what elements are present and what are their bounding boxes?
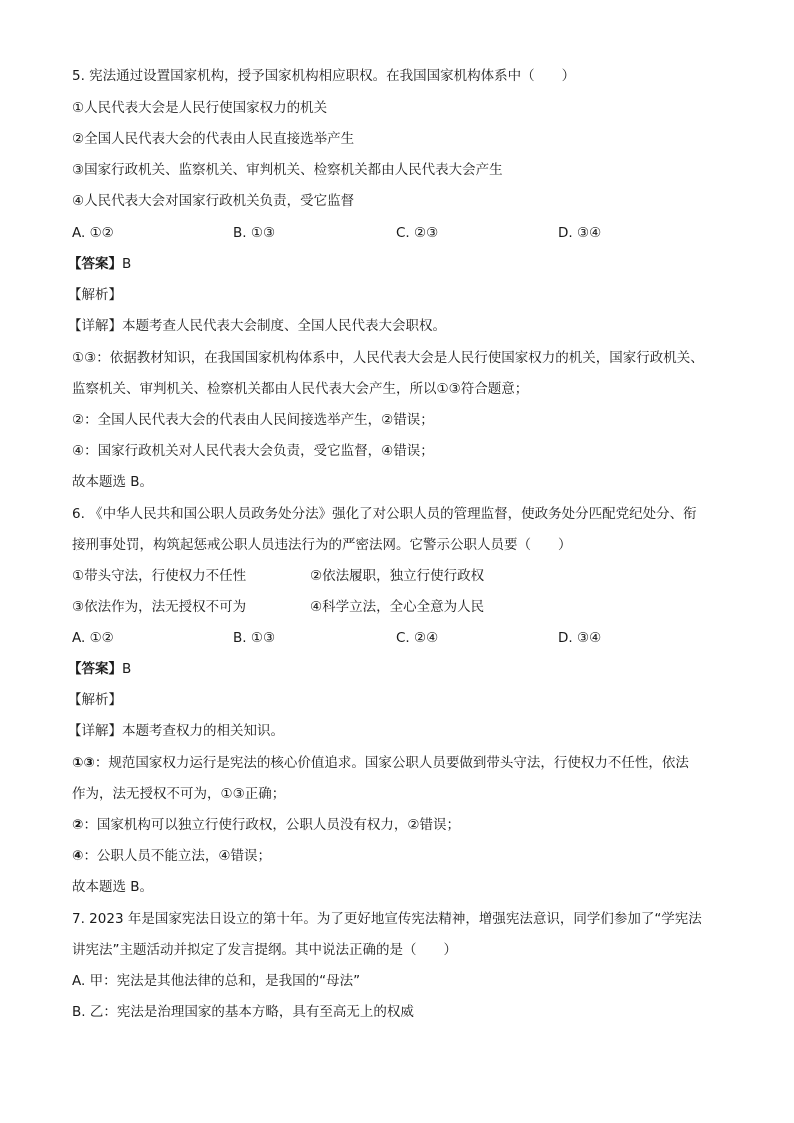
q6-detail xyxy=(68,722,284,740)
q6-item-3: ③依法作为，法无授权不可为 xyxy=(72,599,247,615)
q5-option-c: C. ②③ xyxy=(396,225,439,241)
q6-stem-2: 接刑事处罚，构筑起惩戒公职人员违法行为的严密法网。它警示公职人员要（ ） xyxy=(72,537,572,553)
q7-stem-1: 7. 2023 年是国家宪法日设立的第十年。为了更好地宣传宪法精神，增强宪法意识，同学们参加了“学宪法 xyxy=(72,911,702,927)
q6-answer xyxy=(68,660,131,678)
explain-text: 故本题选 B。 xyxy=(72,879,154,895)
q6-stem-1: 6. 《中华人民共和国公职人员政务处分法》强化了对公职人员的管理监督，使政务处分匹配党纪处分、衔 xyxy=(72,506,697,522)
explain-mark: ④ xyxy=(72,848,84,864)
detail-tag: 【详解】 xyxy=(68,723,122,739)
q6-analysis-tag: 【解析】 xyxy=(68,692,122,708)
q5-answer xyxy=(68,255,131,273)
q5-conclusion: 故本题选 B。 xyxy=(72,474,154,490)
q6-item-1: ①带头守法，行使权力不任性 xyxy=(72,568,247,584)
answer-value: B xyxy=(122,661,132,677)
q6-explain-2 xyxy=(72,785,285,803)
q5-stem: 5. 宪法通过设置国家机构，授予国家机构相应职权。在我国国家机构体系中（ ） xyxy=(72,68,576,84)
q6-explain-4 xyxy=(72,847,271,865)
q6-conclusion xyxy=(72,878,153,896)
explain-text: ：公职人员不能立法，④错误； xyxy=(83,848,272,864)
explain-text: ：规范国家权力运行是宪法的核心价值追求。国家公职人员要做到带头守法，行使权力不任性，依法 xyxy=(94,755,689,771)
detail-text: 本题考查权力的相关知识。 xyxy=(122,723,284,739)
q6-explain-3 xyxy=(72,816,460,834)
q7-stem-2: 讲宪法”主题活动并拟定了发言提纲。其中说法正确的是（ ） xyxy=(72,942,457,958)
q6-option-b: B. ①③ xyxy=(233,630,276,646)
answer-value: B xyxy=(122,256,132,272)
q5-item-1: ①人民代表大会是人民行使国家权力的机关 xyxy=(72,100,328,116)
q5-explain-2: 监察机关、审判机关、检察机关都由人民代表大会产生，所以①③符合题意； xyxy=(72,381,529,397)
q5-explain-1: ①③：依据教材知识，在我国国家机构体系中，人民代表大会是人民行使国家权力的机关，国家行政机关、 xyxy=(72,350,704,366)
answer-tag: 【答案】 xyxy=(68,661,122,677)
answer-tag: 【答案】 xyxy=(68,256,122,272)
q5-item-2: ②全国人民代表大会的代表由人民直接选举产生 xyxy=(72,131,355,147)
q5-analysis-tag: 【解析】 xyxy=(68,287,122,303)
explain-mark: ①③ xyxy=(72,755,95,771)
explain-text: ：国家机构可以独立行使行政权，公职人员没有权力，②错误； xyxy=(83,817,461,833)
detail-text: 本题考查人民代表大会制度、全国人民代表大会职权。 xyxy=(122,318,446,334)
q5-option-b: B. ①③ xyxy=(233,225,276,241)
q5-option-a: A. ①② xyxy=(72,225,114,241)
q6-item-2: ②依法履职，独立行使行政权 xyxy=(310,568,485,584)
detail-tag: 【详解】 xyxy=(68,318,122,334)
q5-option-d: D. ③④ xyxy=(558,225,602,241)
q6-option-d: D. ③④ xyxy=(558,630,602,646)
q7-option-a: A. 甲：宪法是其他法律的总和，是我国的“母法” xyxy=(72,973,361,989)
explain-text: 作为，法无授权不可为，①③正确； xyxy=(72,786,286,802)
q5-item-3: ③国家行政机关、监察机关、审判机关、检察机关都由人民代表大会产生 xyxy=(72,162,503,178)
q5-explain-4: ④：国家行政机关对人民代表大会负责，受它监督，④错误； xyxy=(72,443,434,459)
explain-mark: ② xyxy=(72,817,84,833)
q6-item-4: ④科学立法，全心全意为人民 xyxy=(310,599,485,615)
q6-option-a: A. ①② xyxy=(72,630,114,646)
q7-option-b: B. 乙：宪法是治理国家的基本方略，具有至高无上的权威 xyxy=(72,1004,414,1020)
q6-explain-1 xyxy=(72,754,689,772)
q5-item-4: ④人民代表大会对国家行政机关负责，受它监督 xyxy=(72,193,355,209)
q5-detail xyxy=(68,317,446,335)
q5-explain-3: ②：全国人民代表大会的代表由人民间接选举产生，②错误； xyxy=(72,412,434,428)
q6-option-c: C. ②④ xyxy=(396,630,439,646)
